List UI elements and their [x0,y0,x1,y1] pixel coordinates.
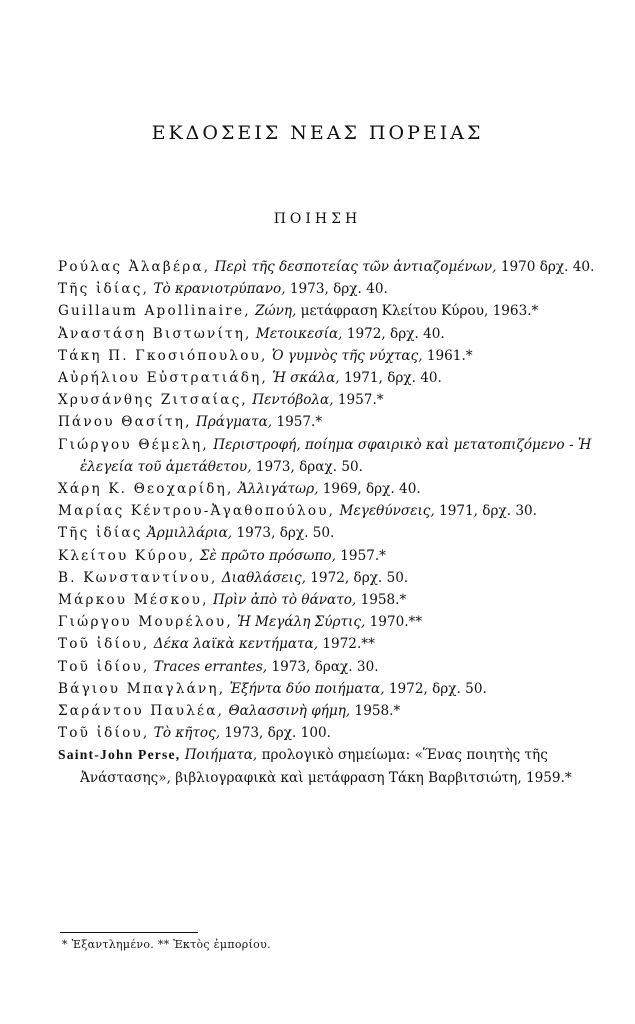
entry-title: Σὲ πρῶτο πρόσωπο, [199,547,336,564]
entry-author: Ἀναστάση Βιστωνίτη, [58,325,252,342]
entry-details: 1958.* [360,592,407,609]
entry-title: Δέκα λαϊκὰ κεντήματα, [153,636,319,653]
entry-author: Πάνου Θασίτη, [58,414,192,431]
poetry-list [58,256,613,789]
entry-title: Ἀλλιγάτωρ, [237,481,319,498]
entry-author: Μαρίας Κέντρου-Ἀγαθοπούλου, [58,503,336,520]
list-item [58,389,613,411]
entry-author: Τοῦ ἰδίου, [58,636,150,653]
entry-author: Χρυσάνθης Ζιτσαίας, [58,392,248,409]
list-item [58,367,613,389]
entry-details: 1957.* [276,414,323,431]
list-item [58,323,613,345]
list-item [58,345,613,367]
entry-details: 1971, δρχ. 30. [439,503,537,520]
entry-author: Τοῦ ἰδίου, [58,658,150,675]
entry-details: 1957.* [337,392,384,409]
entry-details: 1972, δρχ. 50. [310,569,409,586]
list-item [58,478,613,500]
entry-title: Ἡ σκάλα, [272,370,340,387]
entry-author: Guillaum Apollinaire, [58,303,251,320]
entry-title: Μεγεθύνσεις, [339,503,435,520]
entry-author: Βάγιου Μπαγλάνη, [58,680,226,697]
section-heading: ΠΟΙΗΣΗ [273,211,362,227]
entry-details: 1973, δρχ. 50. [236,525,335,542]
entry-title: Traces errantes, [153,658,268,675]
list-item [58,633,613,655]
entry-details: 1973, δραχ. 30. [271,658,379,675]
entry-title: Περιστροφή, ποίημα σφαιρικὸ καὶ μετατοπιζόμενο - Ἡ ἐλεγεία τοῦ ἀμετάθετου, [80,436,592,475]
entry-details: 1971, δρχ. 40. [343,370,442,387]
entry-title: Ὁ γυμνὸς τῆς νύχτας, [271,347,423,364]
entry-author: Σαράντου Παυλέα, [58,703,225,720]
entry-details: 1973, δρχ. 100. [224,725,331,742]
entry-author: Saint-John Perse, [58,747,181,763]
entry-details: 1972, δρχ. 40. [346,325,445,342]
entry-author: Μάρκου Μέσκου, [58,592,209,609]
entry-details: 1972.** [322,636,375,653]
footnote: * Ἐξαντλημένο. ** Ἐκτὸς ἐμπορίου. [62,938,271,951]
list-item [58,567,613,589]
entry-author: Κλείτου Κύρου, [58,547,196,564]
list-item [58,744,613,788]
entry-details: 1969, δρχ. 40. [322,481,421,498]
entry-details: 1970.** [369,614,423,631]
list-item [58,500,613,522]
list-item [58,545,613,567]
footnote-divider [60,932,198,933]
list-item [58,300,613,322]
entry-details: 1961.* [426,347,473,364]
entry-details: 1958.* [354,703,401,720]
list-item [58,522,613,544]
entry-title: Ἡ Μεγάλη Σύρτις, [237,614,366,631]
entry-title: Πρὶν ἀπὸ τὸ θάνατο, [213,592,357,609]
entry-title: Τὸ κῆτος, [153,725,221,742]
entry-title: Πράγματα, [195,414,273,431]
entry-title: Πεντόβολα, [252,392,334,409]
list-item [58,611,613,633]
entry-title: Ἑξήντα δύο ποιήματα, [229,680,385,697]
entry-title: Διαθλάσεις, [221,569,306,586]
entry-author: Τοῦ ἰδίου, [58,725,150,742]
entry-author: Τάκη Π. Γκοσιόπουλου, [58,347,268,364]
entry-author: Γιώργου Μουρέλου, [58,614,233,631]
entry-author: Γιώργου Θέμελη, [58,436,209,453]
entry-title: Ζώνη, [255,303,297,320]
entry-details: 1972, δρχ. 50. [388,680,487,697]
entry-title: Ἀρμιλλάρια, [146,525,233,542]
list-item [58,411,613,433]
entry-title: Μετοικεσία, [255,325,343,342]
list-item [58,434,613,478]
list-item [58,278,613,300]
entry-author: Τῆς ἰδίας [58,525,143,542]
entry-details: 1957.* [340,547,386,564]
list-item [58,700,613,722]
list-item [58,256,613,278]
list-item [58,589,613,611]
entry-author: Ρούλας Ἀλαβέρα, [58,259,211,275]
list-item [58,656,613,678]
entry-author: Χάρη Κ. Θεοχαρίδη, [58,481,234,498]
entry-details: 1973, δρχ. 40. [289,281,388,298]
entry-title: Τὸ κρανιοτρύπανο, [153,281,286,298]
entry-title: Ποιήματα, [184,747,258,764]
page-title: ΕΚΔΟΣΕΙΣ ΝΕΑΣ ΠΟΡΕΙΑΣ [151,122,484,144]
entry-details: 1973, δραχ. 50. [255,458,363,475]
entry-details: 1970 δρχ. 40. [500,259,595,275]
entry-author: Τῆς ἰδίας, [58,281,150,298]
list-item [58,722,613,744]
entry-title: Θαλασσινὴ φήμη, [228,703,351,720]
entry-details: προλογικὸ σημείωμα: «Ἕνας ποιητὴς τῆς Ἀνάστασης», βιβλιογραφικὰ καὶ μετάφραση Τάκη Βαρβιτσιώτη, 1959.* [80,747,572,786]
entry-title: Περὶ τῆς δεσποτείας τῶν ἀντιαζομένων, [214,259,497,275]
entry-details: μετάφραση Κλείτου Κύρου, 1963.* [300,303,539,320]
entry-author: Β. Κωνσταντίνου, [58,569,218,586]
list-item [58,678,613,700]
entry-author: Αὐρήλιου Εὐστρατιάδη, [58,370,268,387]
